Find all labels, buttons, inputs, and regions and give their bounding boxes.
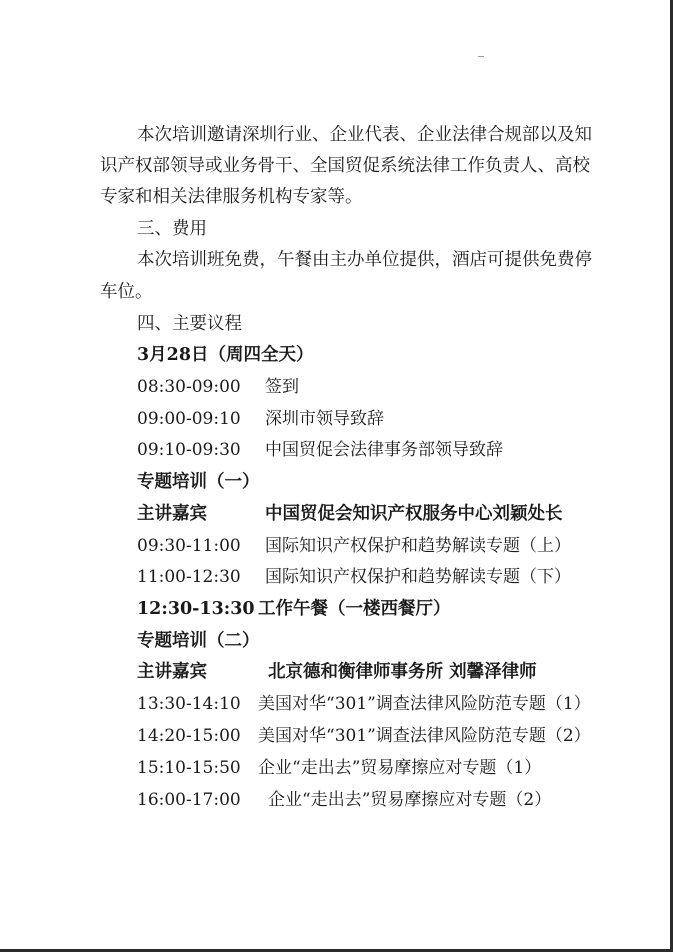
schedule-desc: 美国对华“301”调查法律风险防范专题（1） <box>258 694 591 714</box>
schedule-desc: 国际知识产权保护和趋势解读专题（上） <box>265 536 571 556</box>
intro-line-1: 本次培训邀请深圳行业、企业代表、企业法律合规部以及知 <box>137 125 592 145</box>
session1-speaker-label: 主讲嘉宾 <box>137 504 207 524</box>
session2-speaker-label: 主讲嘉宾 <box>137 662 207 682</box>
schedule-desc: 中国贸促会法律事务部领导致辞 <box>265 440 503 460</box>
schedule-time: 09:10-09:30 <box>137 440 241 460</box>
fee-heading: 三、费用 <box>137 219 207 239</box>
fee-line-1: 本次培训班免费，午餐由主办单位提供，酒店可提供免费停 <box>137 250 592 270</box>
schedule-time: 14:20-15:00 <box>137 726 241 746</box>
schedule-desc: 美国对华“301”调查法律风险防范专题（2） <box>258 726 591 746</box>
intro-line-2: 识产权部领导或业务骨干、全国贸促系统法律工作负责人、高校 <box>100 156 590 176</box>
schedule-desc: 签到 <box>265 377 299 397</box>
schedule-time: 16:00-17:00 <box>137 790 241 810</box>
schedule-time: 15:10-15:50 <box>137 758 241 778</box>
lunch-desc: 工作午餐（一楼西餐厅） <box>258 599 451 619</box>
fee-line-2: 车位。 <box>100 282 153 302</box>
agenda-heading: 四、主要议程 <box>137 314 242 334</box>
session1-speaker: 中国贸促会知识产权服务中心刘颖处长 <box>265 504 563 524</box>
schedule-desc: 企业“走出去”贸易摩擦应对专题（1） <box>258 758 542 778</box>
schedule-time: 13:30-14:10 <box>137 694 241 714</box>
lunch-time: 12:30-13:30 <box>137 599 255 619</box>
session2-title: 专题培训（二） <box>137 631 260 651</box>
intro-line-3: 专家和相关法律服务机构专家等。 <box>100 187 363 207</box>
session1-title: 专题培训（一） <box>137 472 260 492</box>
schedule-desc: 深圳市领导致辞 <box>265 409 384 429</box>
schedule-time: 08:30-09:00 <box>137 377 241 397</box>
scan-speck <box>478 56 484 57</box>
schedule-time: 09:30-11:00 <box>137 536 241 556</box>
session2-speaker: 北京德和衡律师事务所 刘馨泽律师 <box>268 662 537 682</box>
schedule-desc: 国际知识产权保护和趋势解读专题（下） <box>265 567 571 587</box>
schedule-desc: 企业“走出去”贸易摩擦应对专题（2） <box>268 790 552 810</box>
agenda-date: 3月28日（周四全天） <box>137 345 314 365</box>
schedule-time: 09:00-09:10 <box>137 409 241 429</box>
schedule-time: 11:00-12:30 <box>137 567 241 587</box>
